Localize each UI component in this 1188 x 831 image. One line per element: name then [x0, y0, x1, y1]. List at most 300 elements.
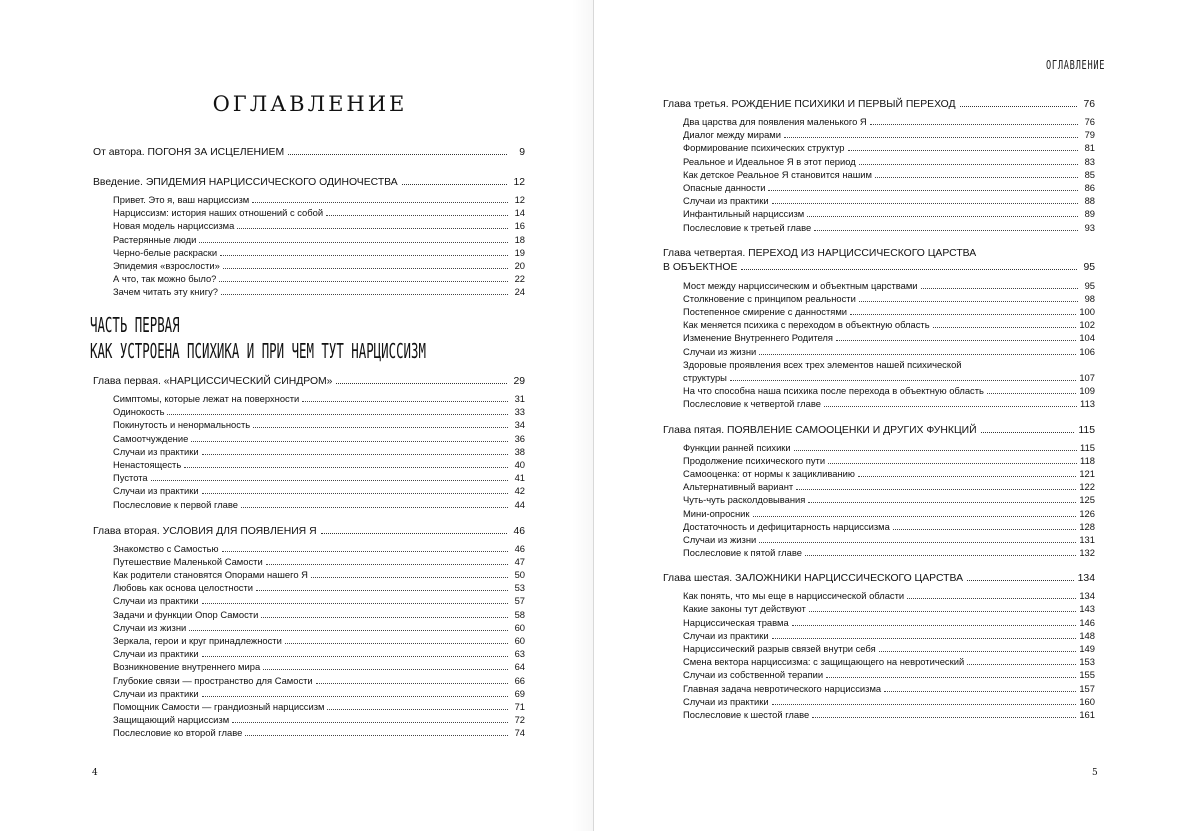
entry-title: Диалог между мирами — [683, 129, 781, 141]
intro-entries — [113, 193, 525, 299]
dot-leader — [805, 555, 1076, 556]
toc-entry[interactable] — [113, 219, 525, 232]
entry-title: Реальное и Идеальное Я в этот период — [683, 155, 856, 167]
gutter-line — [593, 0, 594, 831]
page-number: 149 — [1079, 643, 1095, 655]
chapter-title: Глава шестая. ЗАЛОЖНИКИ НАРЦИССИЧЕСКОГО ЦАРСТВА — [663, 573, 964, 585]
toc-entry[interactable] — [683, 194, 1095, 207]
page-number: 160 — [1079, 695, 1095, 707]
part-title-line1: ЧАСТЬ ПЕРВАЯ — [90, 313, 180, 337]
dot-leader — [730, 380, 1076, 381]
page-number: 72 — [514, 714, 525, 726]
toc-entry[interactable] — [113, 713, 525, 726]
entry-title: Столкновение с принципом реальности — [683, 292, 856, 304]
toc-entry[interactable] — [113, 621, 525, 634]
dot-leader — [875, 177, 1078, 178]
toc-entry[interactable] — [113, 726, 525, 739]
page-number: 125 — [1079, 494, 1095, 506]
dot-leader — [167, 414, 508, 415]
dot-leader — [981, 432, 1075, 433]
toc-entry[interactable] — [113, 700, 525, 713]
toc-chapter-6[interactable] — [663, 572, 1095, 585]
entry-title: Случаи из практики — [113, 595, 199, 607]
page-number: 16 — [514, 220, 525, 232]
dot-leader — [858, 476, 1076, 477]
page-number: 81 — [1084, 142, 1095, 154]
page-number: 74 — [514, 727, 525, 739]
entry-title: Мост между нарциссическим и объектным царствами — [683, 279, 918, 291]
toc-entry[interactable] — [113, 285, 525, 298]
chapter-title-line2: В ОБЪЕКТНОЕ — [663, 261, 738, 273]
dot-leader — [221, 294, 508, 295]
toc-entry[interactable] — [683, 358, 1095, 384]
toc-entry[interactable] — [683, 331, 1095, 344]
ch3-entries — [683, 115, 1095, 234]
entry-title: Как детское Реальное Я становится нашим — [683, 168, 872, 180]
dot-leader — [808, 502, 1076, 503]
entry-title: Случаи из практики — [113, 648, 199, 660]
page-number: 107 — [1079, 372, 1095, 384]
page-number: 57 — [514, 595, 525, 607]
page-number: 33 — [514, 406, 525, 418]
chapter-title: Глава пятая. ПОЯВЛЕНИЕ САМООЦЕНКИ И ДРУГИХ ФУНКЦИЙ — [663, 424, 977, 436]
toc-entry[interactable] — [683, 397, 1095, 410]
page-number: 126 — [1079, 507, 1095, 519]
entry-title: Случаи из практики — [113, 687, 199, 699]
toc-chapter-2[interactable] — [93, 525, 525, 538]
dot-leader — [759, 354, 1076, 355]
entry-title: Случаи из практики — [113, 445, 199, 457]
dot-leader — [263, 669, 508, 670]
dot-leader — [288, 154, 507, 155]
entry-title: Случаи из практики — [683, 195, 769, 207]
toc-entry[interactable] — [683, 467, 1095, 480]
entry-title: Чуть-чуть расколдовывания — [683, 494, 806, 506]
page-number: 122 — [1079, 481, 1095, 493]
folio-left: 4 — [92, 768, 98, 778]
page-number: 128 — [1079, 520, 1095, 532]
toc-entry[interactable] — [683, 181, 1095, 194]
dot-leader — [814, 230, 1078, 231]
page-number: 14 — [514, 207, 525, 219]
chapter-title: От автора. ПОГОНЯ ЗА ИСЦЕЛЕНИЕМ — [93, 147, 285, 158]
page-number: 109 — [1079, 385, 1095, 397]
entry-title: Как меняется психика с переходом в объектную область — [683, 319, 930, 331]
page-number: 31 — [514, 393, 525, 404]
dot-leader — [219, 281, 508, 282]
toc-entry[interactable] — [683, 207, 1095, 220]
toc-entry[interactable] — [683, 602, 1095, 615]
dot-leader — [870, 124, 1078, 125]
dot-leader — [223, 268, 508, 269]
entry-title: Случаи из практики — [683, 695, 769, 707]
toc-entry[interactable] — [683, 629, 1095, 642]
dot-leader — [768, 190, 1078, 191]
entry-title: Инфантильный нарциссизм — [683, 208, 805, 220]
toc-entry[interactable] — [113, 445, 525, 458]
dot-leader — [256, 590, 508, 591]
dot-leader — [266, 564, 508, 565]
page-number: 85 — [1084, 168, 1095, 180]
entry-title: Послесловие к первой главе — [113, 498, 238, 510]
chapter-title: Глава третья. РОЖДЕНИЕ ПСИХИКИ И ПЕРВЫЙ ПЕРЕХОД — [663, 99, 956, 110]
entry-title: Главная задача невротического нарциссизма — [683, 682, 882, 694]
chapter-title: Глава первая. «НАРЦИССИЧЕСКИЙ СИНДРОМ» — [93, 376, 333, 387]
toc-entry[interactable] — [683, 279, 1095, 292]
dot-leader — [336, 383, 507, 384]
dot-leader — [812, 717, 1076, 718]
ch2-entries — [113, 542, 525, 740]
entry-title: Случаи из жизни — [113, 621, 187, 633]
page-number: 79 — [1084, 129, 1095, 141]
ch6-entries — [683, 589, 1095, 721]
entry-title: Самоотчуждение — [113, 432, 189, 444]
dot-leader — [202, 656, 508, 657]
toc-entry[interactable] — [113, 687, 525, 700]
dot-leader — [220, 255, 508, 256]
page-number: 102 — [1079, 319, 1095, 331]
toc-entry[interactable] — [113, 246, 525, 259]
entry-title: Смена вектора нарциссизма: с защищающего на невротический — [683, 656, 965, 668]
ch4-entries — [683, 279, 1095, 358]
dot-leader — [967, 664, 1076, 665]
entry-title: Формирование психических структур — [683, 142, 845, 154]
dot-leader — [807, 216, 1078, 217]
entry-title: Симптомы, которые лежат на поверхности — [113, 393, 300, 404]
dot-leader — [285, 643, 508, 644]
page-number: 89 — [1084, 208, 1095, 220]
toc-entry[interactable] — [683, 141, 1095, 154]
dot-leader — [241, 507, 508, 508]
toc-entry[interactable] — [113, 555, 525, 568]
entry-title: Случаи из жизни — [683, 345, 757, 357]
toc-entry[interactable] — [113, 206, 525, 219]
dot-leader — [784, 137, 1078, 138]
toc-entry[interactable] — [683, 292, 1095, 305]
toc-entry[interactable] — [113, 259, 525, 272]
page-number: 47 — [514, 555, 525, 567]
toc-entry[interactable] — [683, 318, 1095, 331]
toc-entry[interactable] — [113, 458, 525, 471]
dot-leader — [967, 580, 1074, 581]
entry-title: Случаи из практики — [683, 629, 769, 641]
entry-title: Растерянные люди — [113, 233, 197, 245]
dot-leader — [753, 516, 1077, 517]
dot-leader — [794, 450, 1077, 451]
entry-title-line2: структуры — [683, 372, 727, 384]
entry-title: Новая модель нарциссизма — [113, 220, 235, 232]
toc-entry[interactable] — [683, 708, 1095, 721]
dot-leader — [252, 202, 508, 203]
entry-title: Альтернативный вариант — [683, 481, 794, 493]
dot-leader — [960, 106, 1077, 107]
dot-leader — [907, 598, 1076, 599]
entry-title: Два царства для появления маленького Я — [683, 116, 867, 127]
page-number: 36 — [514, 432, 525, 444]
dot-leader — [326, 215, 508, 216]
part-title — [90, 312, 426, 364]
chapter-title: Глава вторая. УСЛОВИЯ ДЛЯ ПОЯВЛЕНИЯ Я — [93, 525, 317, 537]
dot-leader — [848, 150, 1078, 151]
entry-title: Функции ранней психики — [683, 441, 791, 453]
dot-leader — [741, 269, 1077, 270]
toc-entry[interactable] — [113, 647, 525, 660]
dot-leader — [828, 463, 1077, 464]
toc-chapter-intro[interactable] — [93, 176, 525, 189]
page-number: 19 — [514, 246, 525, 258]
entry-title: Защищающий нарциссизм — [113, 714, 230, 726]
toc-entry[interactable] — [683, 168, 1095, 181]
toc-entry[interactable] — [113, 568, 525, 581]
folio-right: 5 — [1092, 768, 1098, 778]
dot-leader — [824, 406, 1077, 407]
entry-title: Покинутость и ненормальность — [113, 419, 251, 431]
toc-entry[interactable] — [683, 454, 1095, 467]
page-number: 58 — [514, 608, 525, 620]
dot-leader — [859, 301, 1078, 302]
toc-entry[interactable] — [683, 155, 1095, 168]
entry-title: Помощник Самости — грандиозный нарциссизм — [113, 700, 325, 712]
page-number: 95 — [1083, 261, 1095, 273]
toc-entry[interactable] — [683, 695, 1095, 708]
entry-title: На что способна наша психика после перехода в объектную область — [683, 385, 984, 397]
ch4-entries-after — [683, 384, 1095, 410]
page-number: 121 — [1079, 467, 1095, 479]
toc-entry[interactable] — [683, 642, 1095, 655]
dot-leader — [772, 704, 1077, 705]
toc-entry[interactable] — [683, 441, 1095, 454]
toc-entry[interactable] — [683, 655, 1095, 668]
toc-entry[interactable] — [683, 345, 1095, 358]
toc-entry[interactable] — [113, 634, 525, 647]
dot-leader — [316, 683, 508, 684]
entry-title: Послесловие к шестой главе — [683, 708, 810, 720]
dot-leader — [245, 735, 508, 736]
toc-entry[interactable] — [113, 608, 525, 621]
toc-entry[interactable] — [683, 668, 1095, 681]
page-number: 46 — [513, 525, 525, 537]
page-number: 132 — [1079, 547, 1095, 559]
entry-title: Пустота — [113, 472, 148, 484]
dot-leader — [796, 489, 1076, 490]
chapter-title: Введение. ЭПИДЕМИЯ НАРЦИССИЧЕСКОГО ОДИНОЧЕСТВА — [93, 177, 398, 188]
entry-title: Достаточность и дефицитарность нарциссизма — [683, 520, 890, 532]
entry-title: Черно-белые раскраски — [113, 246, 218, 258]
page-number: 12 — [513, 177, 525, 188]
page-number: 155 — [1079, 669, 1095, 681]
entry-title: Глубокие связи — пространство для Самости — [113, 674, 313, 686]
toc-entry[interactable] — [683, 115, 1095, 128]
toc-entry[interactable] — [683, 493, 1095, 506]
dot-leader — [184, 467, 508, 468]
page-number: 20 — [514, 259, 525, 271]
entry-title: Опасные данности — [683, 181, 766, 193]
entry-title: Путешествие Маленькой Самости — [113, 555, 263, 567]
toc-entry[interactable] — [113, 405, 525, 418]
dot-leader — [191, 441, 508, 442]
entry-title: Ненастоящесть — [113, 458, 182, 470]
dot-leader — [987, 393, 1076, 394]
toc-entry[interactable] — [683, 682, 1095, 695]
page-number: 46 — [514, 542, 525, 554]
dot-leader — [809, 611, 1077, 612]
page-number: 88 — [1084, 195, 1095, 207]
toc-chapter-5[interactable] — [663, 424, 1095, 437]
left-toc-column-lower — [93, 375, 525, 740]
dot-leader — [402, 184, 507, 185]
toc-entry[interactable] — [113, 594, 525, 607]
dot-leader — [202, 603, 508, 604]
toc-chapter-4[interactable] — [663, 247, 1095, 275]
page-number: 134 — [1079, 590, 1095, 602]
entry-title: Зеркала, герои и круг принадлежности — [113, 635, 282, 646]
page-number: 115 — [1078, 424, 1095, 436]
page-number: 18 — [514, 233, 525, 245]
page-number: 86 — [1084, 181, 1095, 193]
toc-entry[interactable] — [113, 193, 525, 206]
page-number: 64 — [514, 661, 525, 673]
dot-leader — [222, 551, 508, 552]
page-number: 12 — [514, 194, 525, 205]
page-number: 115 — [1080, 441, 1095, 453]
gutter-shadow — [572, 0, 594, 831]
toc-entry[interactable] — [113, 392, 525, 405]
toc-entry[interactable] — [113, 674, 525, 687]
dot-leader — [893, 529, 1077, 530]
toc-entry[interactable] — [113, 498, 525, 511]
entry-title: Привет. Это я, ваш нарциссизм — [113, 194, 250, 205]
toc-entry[interactable] — [683, 533, 1095, 546]
entry-title: Нарциссизм: история наших отношений с собой — [113, 207, 324, 219]
entry-title: Послесловие к четвертой главе — [683, 398, 821, 410]
entry-title: Постепенное смирение с данностями — [683, 306, 848, 318]
page-number: 44 — [514, 498, 525, 510]
toc-entry[interactable] — [113, 418, 525, 431]
toc-entry[interactable] — [683, 507, 1095, 520]
ch5-entries — [683, 441, 1095, 560]
dot-leader — [921, 288, 1078, 289]
dot-leader — [792, 625, 1077, 626]
entry-title: Задачи и функции Опор Самости — [113, 608, 259, 620]
dot-leader — [772, 638, 1077, 639]
toc-entry[interactable] — [683, 305, 1095, 318]
page-number: 157 — [1079, 682, 1095, 694]
page-number: 29 — [513, 376, 525, 387]
page-number: 76 — [1083, 99, 1095, 110]
dot-leader — [321, 533, 507, 534]
page-number: 24 — [514, 286, 525, 298]
toc-entry[interactable] — [113, 432, 525, 445]
page-number: 60 — [514, 635, 525, 646]
entry-title: Послесловие к пятой главе — [683, 547, 802, 559]
page-number: 146 — [1079, 616, 1095, 628]
entry-title: Эпидемия «взрослости» — [113, 259, 220, 271]
toc-entry[interactable] — [113, 471, 525, 484]
toc-entry[interactable] — [683, 520, 1095, 533]
entry-title: А что, так можно было? — [113, 273, 217, 285]
toc-chapter-1[interactable] — [93, 375, 525, 388]
entry-title: Любовь как основа целостности — [113, 582, 253, 594]
toc-entry[interactable] — [113, 581, 525, 594]
toc-entry[interactable] — [683, 546, 1095, 559]
page-number: 66 — [514, 674, 525, 686]
entry-title: Нарциссическая травма — [683, 616, 789, 628]
dot-leader — [253, 427, 508, 428]
dot-leader — [772, 203, 1078, 204]
dot-leader — [836, 340, 1076, 341]
dot-leader — [189, 630, 508, 631]
left-toc-column — [93, 146, 525, 299]
entry-title: Случаи из собственной терапии — [683, 669, 824, 681]
toc-entry[interactable] — [113, 272, 525, 285]
page-number: 76 — [1084, 116, 1095, 127]
page-number: 153 — [1079, 656, 1095, 668]
dot-leader — [202, 454, 508, 455]
toc-entry[interactable] — [683, 221, 1095, 234]
page-number: 40 — [514, 458, 525, 470]
dot-leader — [311, 577, 508, 578]
toc-entry[interactable] — [113, 233, 525, 246]
toc-entry[interactable] — [683, 128, 1095, 141]
page-number: 41 — [514, 472, 525, 484]
entry-title: Одинокость — [113, 406, 165, 418]
toc-chapter-3[interactable] — [663, 98, 1095, 111]
dot-leader — [202, 493, 508, 494]
entry-title: Возникновение внутреннего мира — [113, 661, 261, 673]
dot-leader — [199, 242, 508, 243]
dot-leader — [884, 691, 1076, 692]
right-toc-column — [663, 98, 1095, 721]
toc-chapter-author[interactable] — [93, 146, 525, 159]
toc-entry[interactable] — [113, 484, 525, 497]
dot-leader — [850, 314, 1076, 315]
entry-title: Какие законы тут действуют — [683, 603, 806, 615]
toc-entry[interactable] — [683, 384, 1095, 397]
toc-entry[interactable] — [683, 480, 1095, 493]
page-number: 100 — [1079, 306, 1095, 318]
entry-title: Продолжение психического пути — [683, 454, 826, 466]
toc-entry[interactable] — [683, 589, 1095, 602]
page-number: 148 — [1079, 629, 1095, 641]
page-number: 53 — [514, 582, 525, 594]
dot-leader — [232, 722, 508, 723]
entry-title: Послесловие к третьей главе — [683, 221, 812, 233]
page-number: 143 — [1079, 603, 1095, 615]
dot-leader — [327, 709, 508, 710]
entry-title: Послесловие ко второй главе — [113, 727, 243, 739]
dot-leader — [302, 401, 508, 402]
page-number: 131 — [1079, 533, 1095, 545]
page-number: 50 — [514, 569, 525, 581]
entry-title-line1: Здоровые проявления всех трех элементов нашей психической — [683, 358, 962, 370]
page-number: 113 — [1080, 398, 1095, 410]
entry-title: Самооценка: от нормы к зацикливанию — [683, 467, 855, 479]
toc-entry[interactable] — [683, 616, 1095, 629]
page-number: 63 — [514, 648, 525, 660]
page-number: 134 — [1077, 573, 1095, 585]
dot-leader — [759, 542, 1076, 543]
entry-title: Как родители становятся Опорами нашего Я — [113, 569, 308, 581]
toc-entry[interactable] — [113, 542, 525, 555]
page-number: 98 — [1084, 292, 1095, 304]
entry-title: Изменение Внутреннего Родителя — [683, 332, 833, 344]
entry-title: Зачем читать эту книгу? — [113, 286, 219, 298]
toc-entry[interactable] — [113, 660, 525, 673]
dot-leader — [826, 677, 1076, 678]
page-number: 34 — [514, 419, 525, 431]
dot-leader — [151, 480, 508, 481]
entry-title: Случаи из практики — [113, 485, 199, 497]
